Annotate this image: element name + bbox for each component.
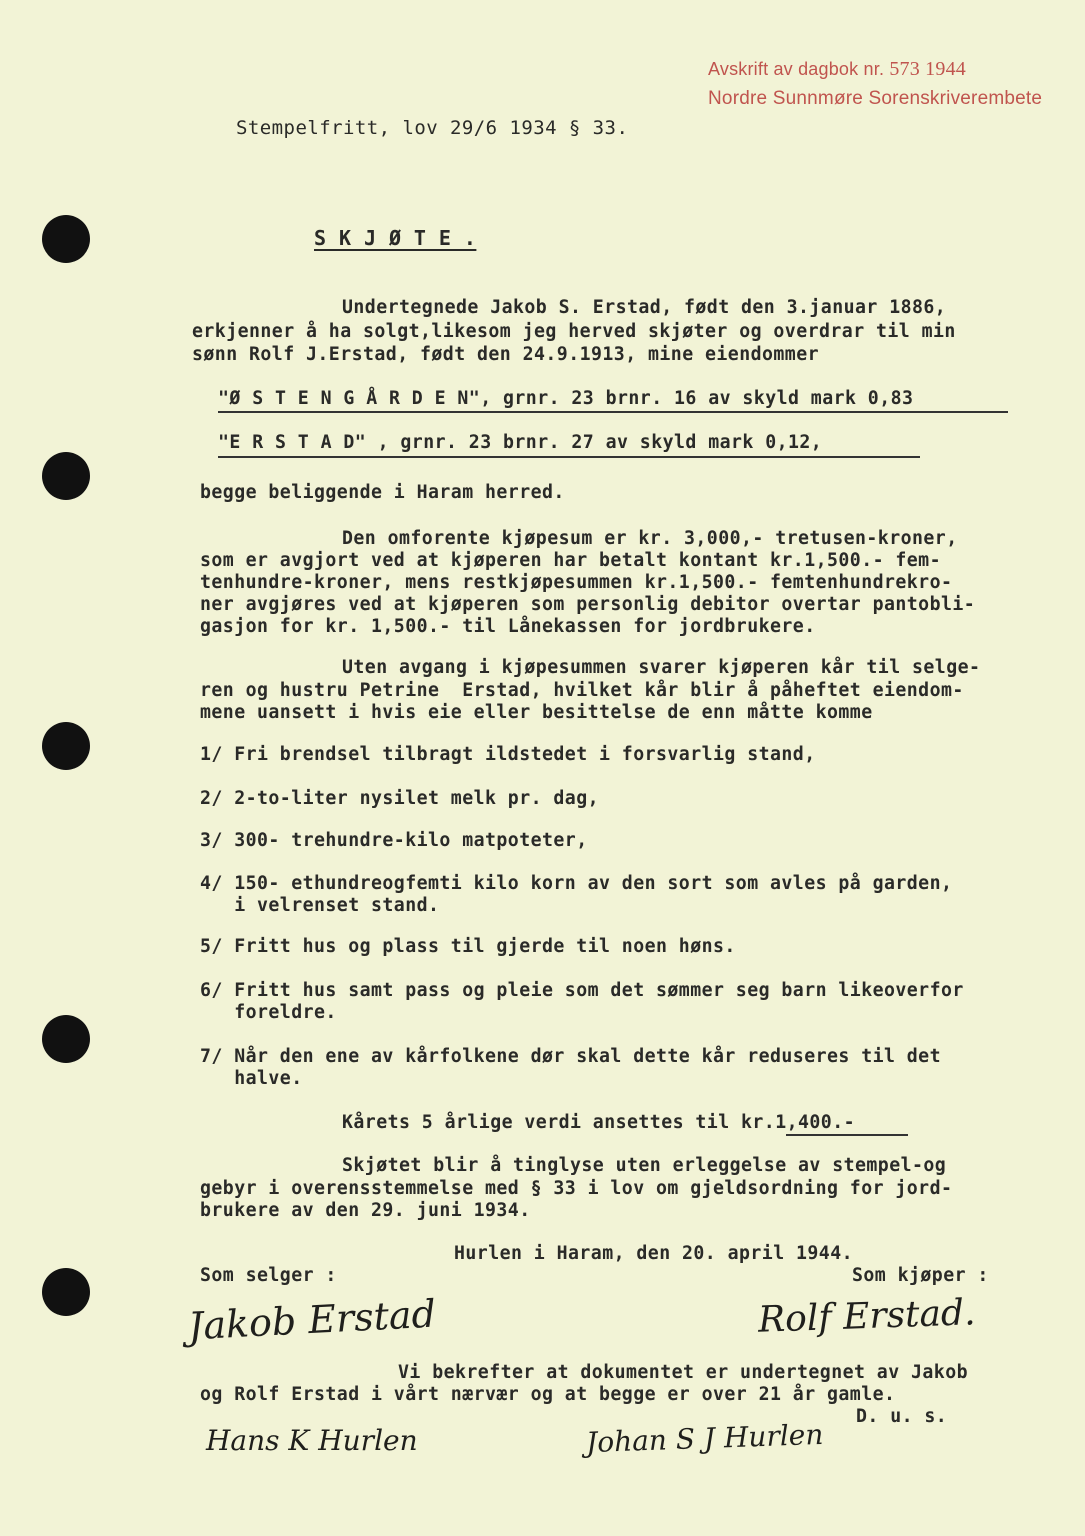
kar-line-1: Uten avgang i kjøpesummen svarer kjøperen kår til selge- xyxy=(342,657,981,678)
list-item-5: 5/ Fritt hus og plass til gjerde til noen høns. xyxy=(200,936,736,957)
property-erstad: "E R S T A D" , grnr. 23 brnr. 27 av skyld mark 0,12, xyxy=(218,432,823,453)
buyer-signature: Rolf Erstad. xyxy=(757,1292,977,1341)
witness-2-signature: Johan S J Hurlen xyxy=(585,1417,824,1460)
stamp-number: 573 xyxy=(889,58,920,80)
tinglysing-line-1: Skjøtet blir å tinglyse uten erleggelse av stempel-og xyxy=(342,1155,947,1176)
price-line-3: tenhundre-kroner, mens restkjøpesummen kr.1,500.- femtenhundrekro- xyxy=(200,572,953,593)
punch-hole xyxy=(42,452,90,500)
tinglysing-line-2: gebyr i overensstemmelse med § 33 i lov om gjeldsordning for jord- xyxy=(200,1178,953,1199)
intro-line-2: erkjenner å ha solgt,likesom jeg herved skjøter og overdrar til min xyxy=(192,321,956,342)
intro-line-3: sønn Rolf J.Erstad, født den 24.9.1913, mine eiendommer xyxy=(192,344,819,365)
property-ostengarden: "Ø S T E N G Å R D E N", grnr. 23 brnr. 16 av skyld mark 0,83 xyxy=(218,388,914,409)
intro-line-1: Undertegnede Jakob S. Erstad, født den 3.januar 1886, xyxy=(342,297,947,318)
price-line-1: Den omforente kjøpesum er kr. 3,000,- tretusen-kroner, xyxy=(342,528,958,549)
price-line-4: ner avgjøres ved at kjøperen som personlig debitor overtar pantobli- xyxy=(200,594,976,615)
list-item-6-cont: foreldre. xyxy=(200,1002,337,1023)
kar-line-3: mene uansett i hvis eie eller besittelse de enn måtte komme xyxy=(200,702,873,723)
punch-hole xyxy=(42,1015,90,1063)
kar-value-underline xyxy=(786,1134,908,1136)
price-line-5: gasjon for kr. 1,500.- til Lånekassen for jordbrukere. xyxy=(200,616,816,637)
property-underline xyxy=(218,411,1008,413)
location-line: begge beliggende i Haram herred. xyxy=(200,482,565,503)
kar-value-line: Kårets 5 årlige verdi ansettes til kr.1,400.- xyxy=(342,1112,855,1133)
list-item-2: 2/ 2-to-liter nysilet melk pr. dag, xyxy=(200,788,599,809)
stamp-year: 1944 xyxy=(925,58,966,80)
witness-1-signature: Hans K Hurlen xyxy=(206,1424,418,1457)
document-title: S K J Ø T E . xyxy=(314,226,477,250)
list-item-1: 1/ Fri brendsel tilbragt ildstedet i forsvarlig stand, xyxy=(200,744,816,765)
list-item-3: 3/ 300- trehundre-kilo matpoteter, xyxy=(200,830,588,851)
price-line-2: som er avgjort ved at kjøperen har betalt kontant kr.1,500.- fem- xyxy=(200,550,941,571)
dus-mark: D. u. s. xyxy=(856,1406,948,1427)
list-item-7-cont: halve. xyxy=(200,1068,303,1089)
buyer-label: Som kjøper : xyxy=(852,1265,989,1286)
stamp-exemption-note: Stempelfritt, lov 29/6 1934 § 33. xyxy=(236,117,629,139)
stamp-office: Nordre Sunnmøre Sorenskriverembete xyxy=(708,88,1043,109)
punch-hole xyxy=(42,1268,90,1316)
seller-label: Som selger : xyxy=(200,1265,337,1286)
list-item-6: 6/ Fritt hus samt pass og pleie som det sømmer seg barn likeoverfor xyxy=(200,980,964,1001)
kar-line-2: ren og hustru Petrine Erstad, hvilket kår blir å påheftet eiendom- xyxy=(200,680,964,701)
punch-hole xyxy=(42,722,90,770)
witness-line-1: Vi bekrefter at dokumentet er undertegnet av Jakob xyxy=(398,1362,968,1383)
list-item-4: 4/ 150- ethundreogfemti kilo korn av den sort som avles på garden, xyxy=(200,873,953,894)
registry-stamp xyxy=(708,58,966,81)
list-item-4-cont: i velrenset stand. xyxy=(200,895,440,916)
tinglysing-line-3: brukere av den 29. juni 1934. xyxy=(200,1200,531,1221)
witness-line-2: og Rolf Erstad i vårt nærvær og at begge er over 21 år gamle. xyxy=(200,1384,896,1405)
punch-hole xyxy=(42,215,90,263)
place-date: Hurlen i Haram, den 20. april 1944. xyxy=(454,1243,853,1264)
property-underline xyxy=(218,456,920,458)
seller-signature: Jakob Erstad xyxy=(187,1291,437,1349)
list-item-7: 7/ Når den ene av kårfolkene dør skal dette kår reduseres til det xyxy=(200,1046,941,1067)
stamp-prefix: Avskrift av dagbok nr. xyxy=(708,59,885,79)
